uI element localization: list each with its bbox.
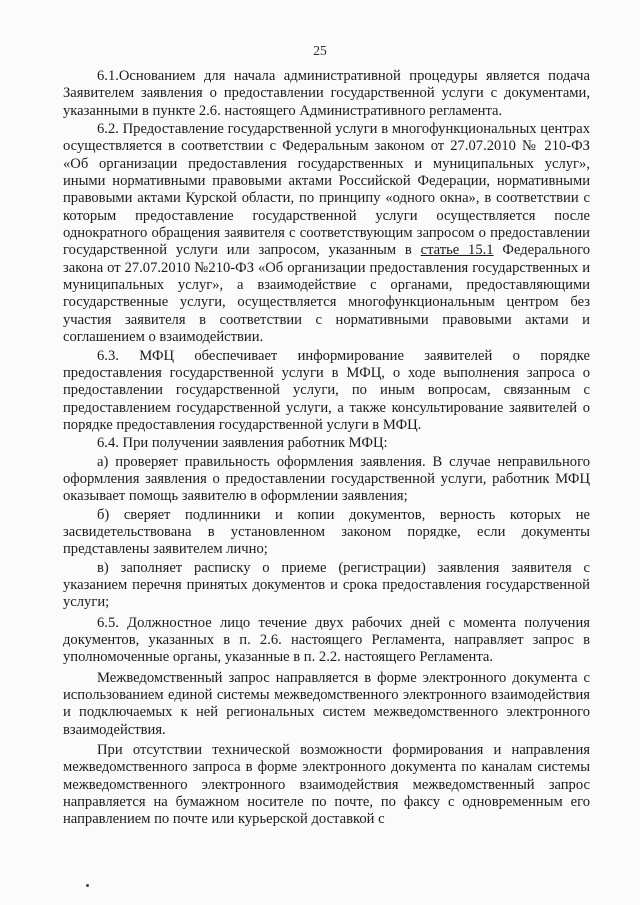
paragraph-6-4: 6.4. При получении заявления работник МФЦ: [97,435,388,452]
article-15-1-link[interactable]: статье 15.1 [420,242,494,259]
paragraph-6-5: 6.5. Должностное лицо течение двух рабочих дней с момента получения документов, указанных в п. 2.6. настоящего Регламента, направляет запрос в уполномоченные органы, указанные в п. 2.2. настоящего Регламента. [63,614,590,666]
paragraph-no-technical-possibility: При отсутствии технической возможности формирования и направления межведомственного запроса в форме электронного документа по каналам системы межведомственного электронного взаимодействия межведомственный запрос направляется на бумажном носителе по почте, по факсу с одновременным его направлением по почте или курьерской доставкой с [63,742,590,828]
scan-dot-mark [86,884,89,887]
paragraph-6-1: 6.1.Основанием для начала административной процедуры является подача Заявителем заявления о предоставлении государственной услуги с документами, указанными в пункте 2.6. настоящего Административного регламента. [63,68,590,119]
page-number: 25 [313,43,327,58]
paragraph-6-4-b: б) сверяет подлинники и копии документов, верность которых не засвидетельствована в установленном законом порядке, если документы представлены заявителем лично; [63,506,590,558]
paragraph-6-2 [63,121,590,346]
paragraph-6-4-c: в) заполняет расписку о приеме (регистрации) заявления заявителя с указанием перечня принятых документов и срока предоставления государственной услуги; [63,559,590,611]
paragraph-6-2-text-start: 6.2. Предоставление государственной услуги в многофункциональных центрах осуществляется в соответствии с Федеральным законом от 27.07.2010 № 210-ФЗ «Об организации предоставления государственных и муниципальных услуг», иными нормативными правовыми актами Российской Федерации, нормативными правовыми актами Курской области, по принципу «одного окна», в соответствии с которым предоставление государственной услуги осуществляется после однократного обращения заявителя с соответствующим запросом о предоставлении государственной услуги или запросом, указанным в [63,121,590,259]
document-body [63,68,590,830]
paragraph-6-2-text-end: Федерального закона от 27.07.2010 №210-ФЗ «Об организации предоставления государственных и муниципальных услуг», а взаимодействие с органами, предоставляющими государственные услуги, осуществляется многофункциональным центром без участия заявителя в соответствии с нормативными правовыми актами и соглашением о взаимодействии. [63,242,590,346]
paragraph-6-4-a: а) проверяет правильность оформления заявления. В случае неправильного оформления заявления о предоставлении государственной услуги, работник МФЦ оказывает помощь заявителю в оформлении заявления; [63,453,590,505]
paragraph-6-3: 6.3. МФЦ обеспечивает информирование заявителей о порядке предоставления государственной услуги в МФЦ, о ходе выполнения запроса о предоставлении государственной услуги, по иным вопросам, связанным с предоставлением государственной услуги, а также консультирование заявителей о порядке предоставления государственной услуги в МФЦ. [63,347,590,433]
paragraph-interagency-request: Межведомственный запрос направляется в форме электронного документа с использованием единой системы межведомственного электронного взаимодействия и подключаемых к ней региональных систем межведомственного электронного взаимодействия. [63,669,590,738]
